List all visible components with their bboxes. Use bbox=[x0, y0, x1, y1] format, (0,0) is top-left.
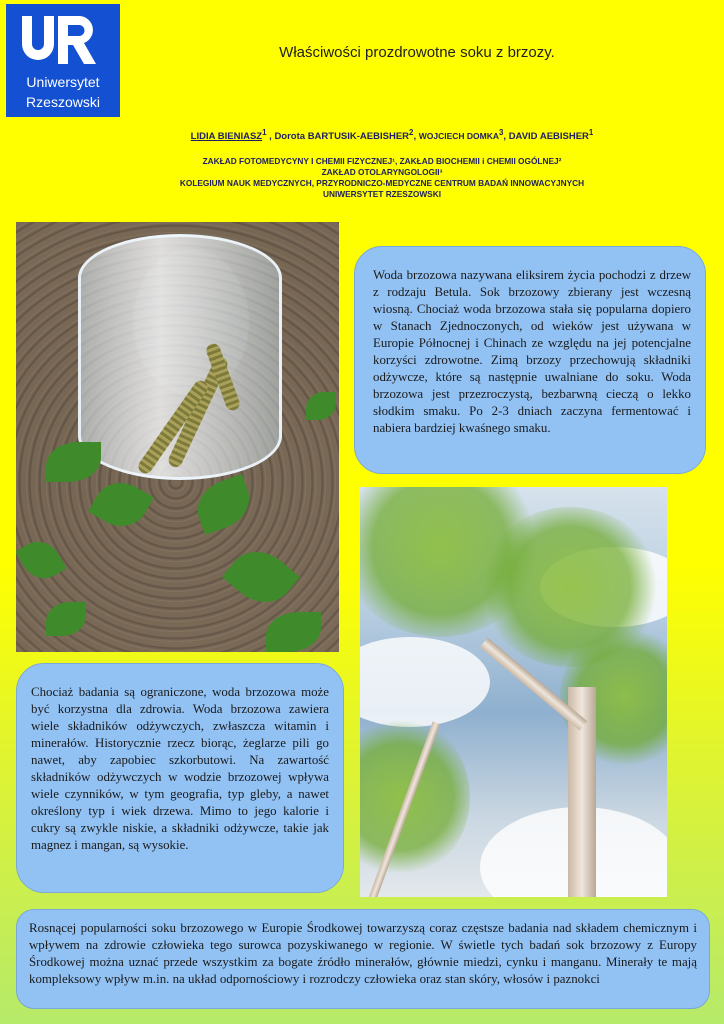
affiliations bbox=[60, 156, 704, 200]
author-3-sup: 3 bbox=[499, 128, 504, 137]
author-1: LIDIA BIENIASZ bbox=[190, 131, 263, 143]
author-3: WOJCIECH DOMKA bbox=[418, 131, 499, 142]
text-box-central-europe bbox=[16, 909, 710, 1009]
foliage bbox=[360, 717, 470, 877]
text-box-intro bbox=[354, 246, 706, 474]
text-box-benefits bbox=[16, 663, 344, 893]
author-2: Dorota BARTUSIK-AEBISHER bbox=[274, 131, 410, 143]
author-4: DAVID AEBISHER bbox=[508, 131, 589, 143]
paragraph-central-europe: Rosnącej popularności soku brzozowego w Europie Środkowej towarzyszą coraz częstsze badania nad składem chemicznym i wpływem na zdrowie człowieka tego surowca pozyskiwanego w regionie. W świetle tych badań sok brzozowy z Europy Środkowej można uznać przede wszystkim za bogate źródło minerałów, głównie miedzi, cynku i manganu. Minerały te mają kompleksowy wpływ m.in. na układ odpornościowy i rozrodczy człowieka oraz stan skóry, włosów i paznokci bbox=[29, 921, 697, 986]
logo-line-1: Uniwersytet bbox=[26, 74, 100, 90]
logo-line-2: Rzeszowski bbox=[26, 94, 100, 110]
ur-logo-mark-icon bbox=[18, 14, 108, 66]
affiliation-line: KOLEGIUM NAUK MEDYCZNYCH, PRZYRODNICZO-MEDYCZNE CENTRUM BADAŃ INNOWACYJNYCH bbox=[179, 178, 585, 188]
university-logo bbox=[6, 4, 120, 117]
affiliation-line: UNIWERSYTET RZESZOWSKI bbox=[323, 189, 441, 199]
birch-sap-jar-photo bbox=[16, 222, 339, 652]
birch-tree-photo bbox=[360, 487, 667, 897]
author-sep-3: , bbox=[503, 131, 509, 143]
affiliation-line: ZAKŁAD OTOLARYNGOLOGII³ bbox=[321, 167, 443, 177]
author-4-sup: 1 bbox=[588, 128, 594, 137]
paragraph-intro: Woda brzozowa nazywana eliksirem życia pochodzi z drzew z rodzaju Betula. Sok brzozowy zbierany jest wczesną wiosną. Chociaż woda brzozowa stała się popularna dopiero w Stanach Zjednoczonych, od wieków jest używana w Europie Północnej i Chinach ze względu na jej potencjalne korzyści zdrowotne. Zimą brzozy przechowują składniki odżywcze, które są następnie uwalniane do soku. Woda brzozowa jest przezroczystą, bezbarwną cieczą o lekko słodkim smaku. Po 2-3 dniach zaczyna fermentować i nabiera bardziej kwaśnego smaku. bbox=[373, 268, 691, 435]
paragraph-benefits: Chociaż badania są ograniczone, woda brzozowa może być korzystna dla zdrowia. Woda brzozowa zawiera wiele składników odżywczych, zwłaszcza witamin i minerałów. Historycznie rzecz biorąc, żeglarze pili go nawet, aby zapobiec szkorbutowi. Na zawartość składników odżywczych w wodzie brzozowej wpływa wiele czynników, w tym geografia, typ gleby, a nawet określony typ i wiek drzewa. Mimo to jego kalorie i cukry są zwykle niskie, a składniki odżywcze, takie jak magnez i mangan, są wysokie. bbox=[31, 685, 329, 852]
author-2-sup: 2 bbox=[409, 128, 414, 137]
author-sep-2: , bbox=[413, 131, 419, 143]
author-sep-1: , bbox=[266, 131, 275, 143]
author-1-sup: 1 bbox=[262, 128, 267, 137]
poster-title: Właściwości prozdrowotne soku z brzozy. bbox=[279, 44, 555, 61]
affiliation-line: ZAKŁAD FOTOMEDYCYNY I CHEMII FIZYCZNEJ¹, ZAKŁAD BIOCHEMII i CHEMII OGÓLNEJ² bbox=[202, 156, 562, 166]
cloud bbox=[360, 637, 490, 727]
authors-line bbox=[80, 128, 704, 142]
